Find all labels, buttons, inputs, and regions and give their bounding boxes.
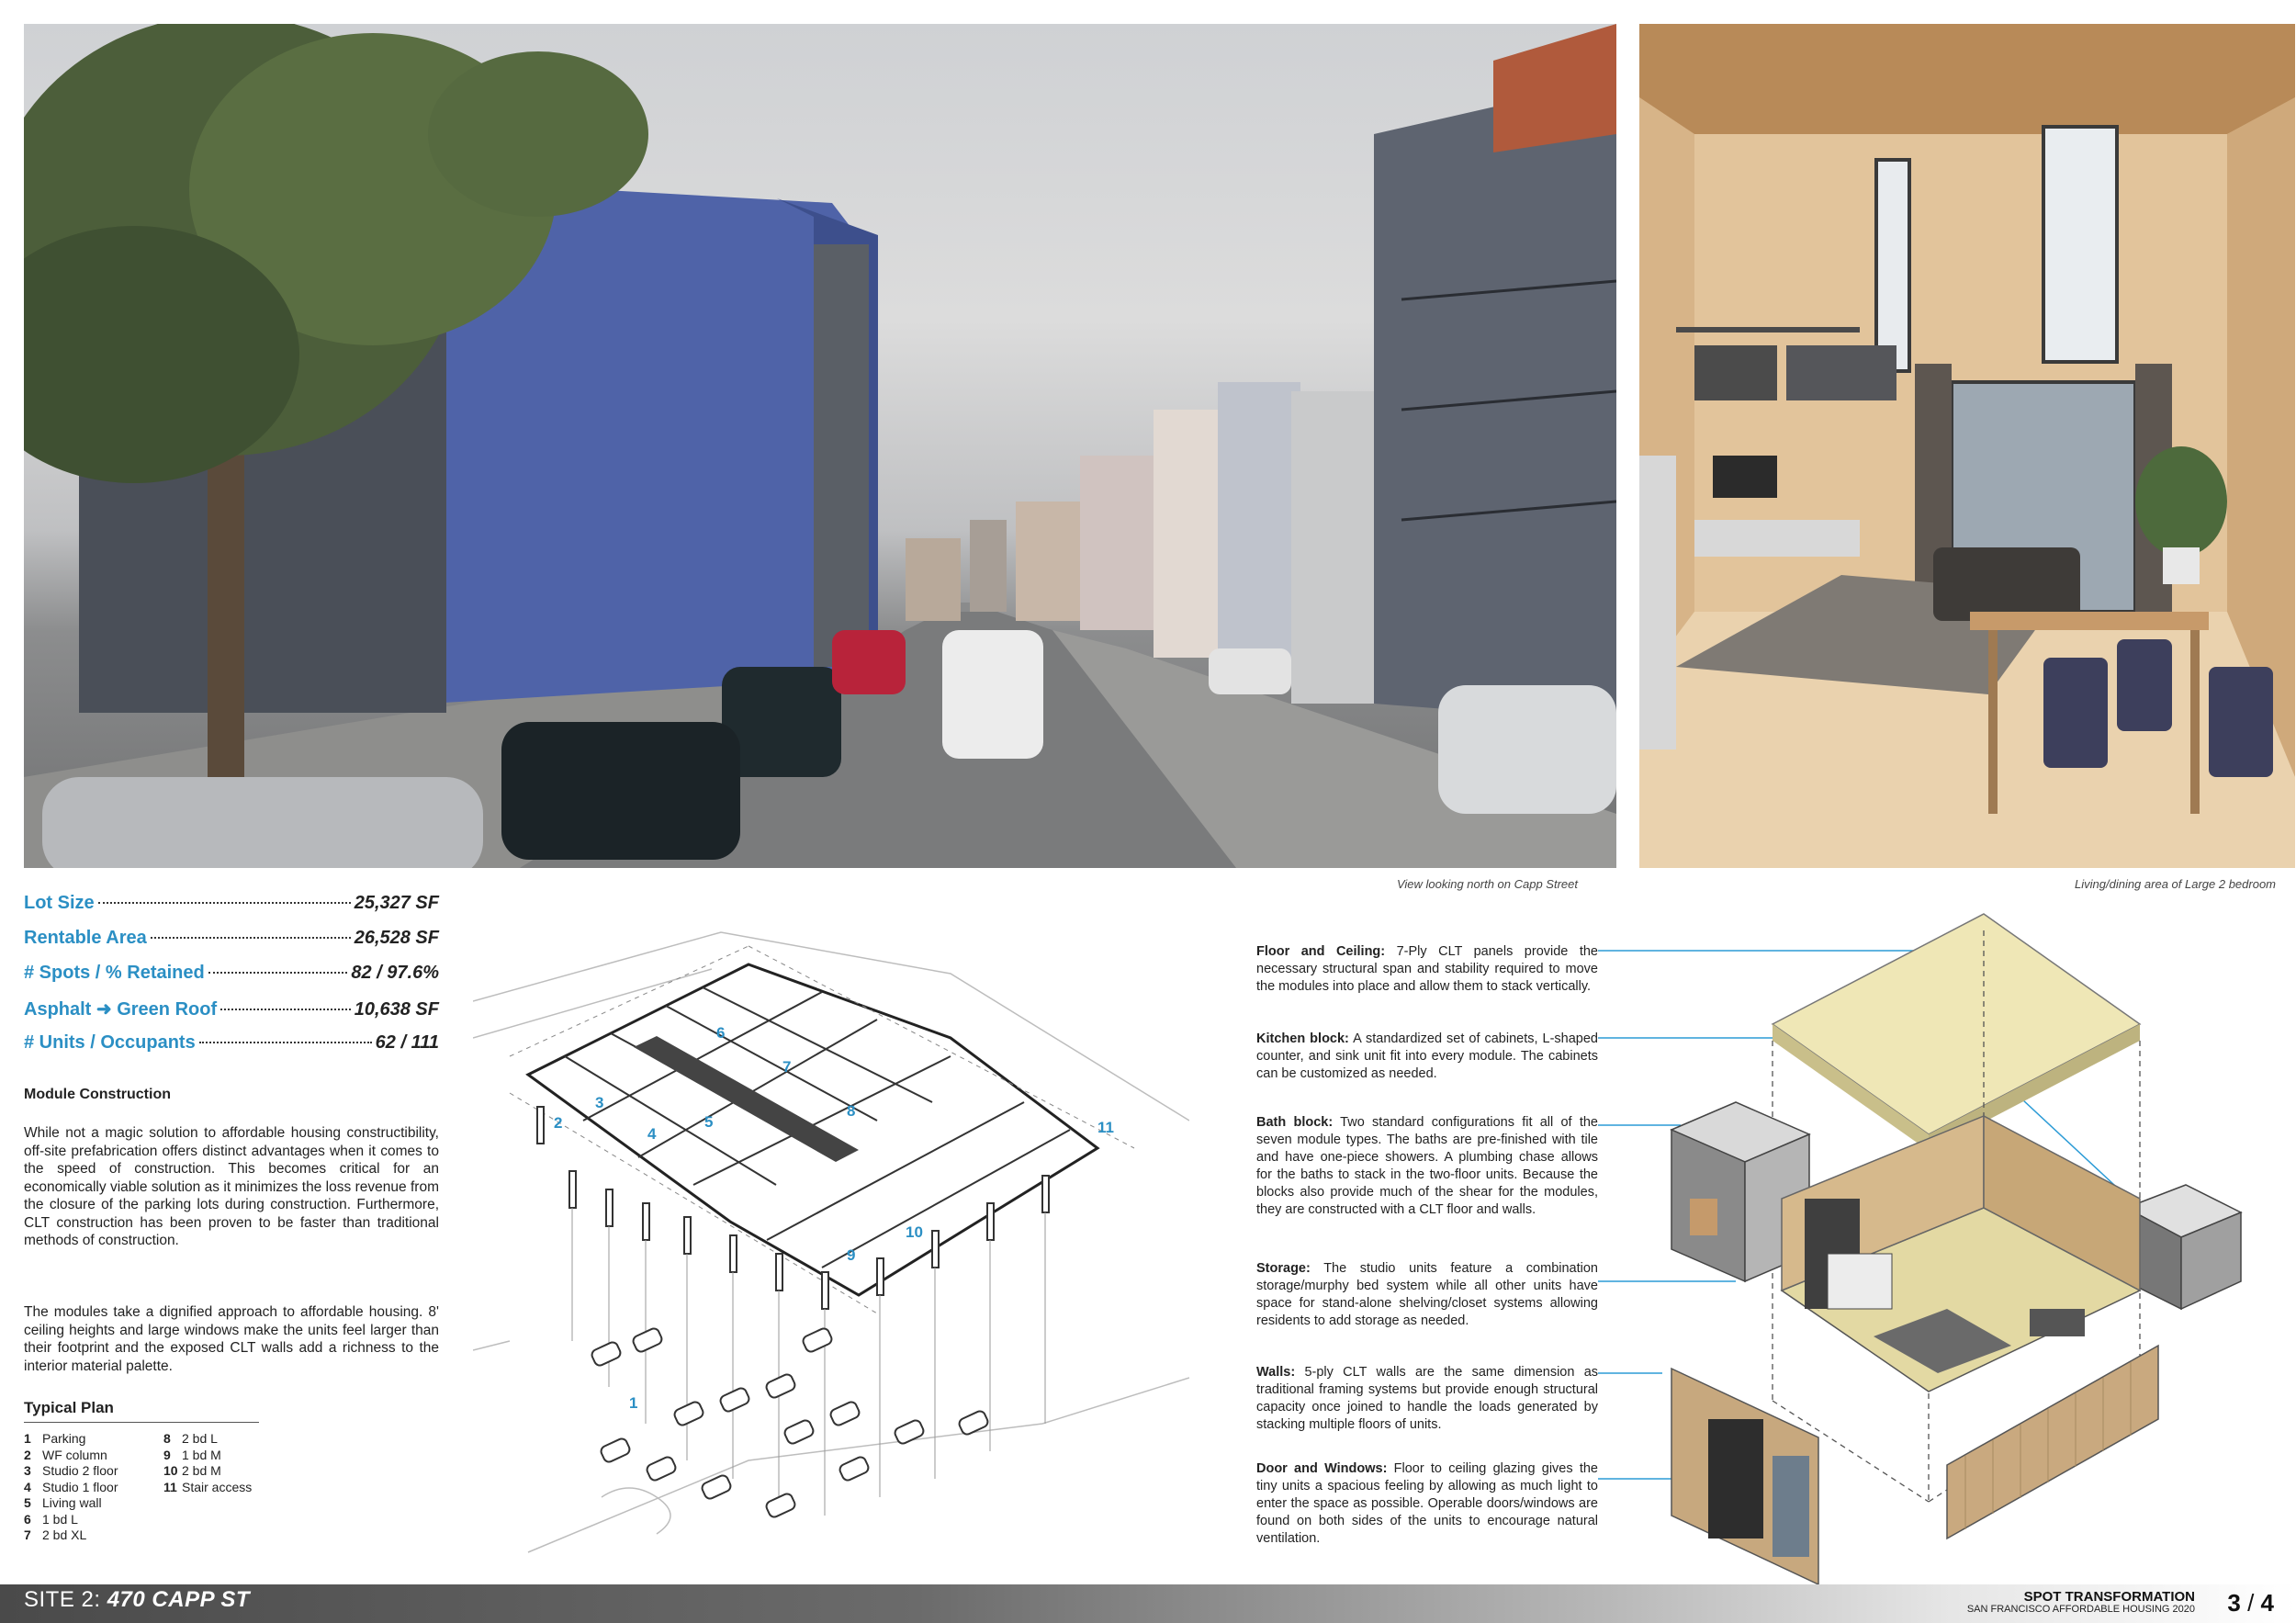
plan-number-3: 3 bbox=[595, 1094, 604, 1111]
interior-photo-caption: Living/dining area of Large 2 bedroom bbox=[2075, 877, 2276, 891]
page-total: 4 bbox=[2260, 1589, 2274, 1617]
plan-number-5: 5 bbox=[704, 1113, 714, 1131]
legend-item: 2 WF column bbox=[24, 1447, 107, 1462]
stat-leader-dots bbox=[98, 902, 351, 904]
legend-item: 10 2 bd M bbox=[163, 1463, 221, 1478]
module-construction-paragraph-2: The modules take a dignified approach to affordable housing. 8' ceiling heights and large windows make the units feel larger than their footprint and the exposed CLT walls add a richness to the interior material palette. bbox=[24, 1304, 439, 1374]
street-photo bbox=[24, 24, 1616, 868]
stat-label: Lot Size bbox=[24, 893, 95, 913]
project-subtitle: SAN FRANCISCO AFFORDABLE HOUSING 2020 bbox=[1966, 1604, 2195, 1615]
stat-rentable-area bbox=[24, 928, 439, 959]
stat-label: # Units / Occupants bbox=[24, 1032, 196, 1053]
caption-walls: Walls: 5-ply CLT walls are the same dimension as traditional framing systems but provide enough structural capacity once joined to handle the loads generated by stacking multiple floors of units. bbox=[1256, 1365, 1599, 1432]
stat-value: 82 / 97.6% bbox=[351, 963, 439, 983]
legend-column-2 bbox=[163, 1431, 252, 1495]
stat-value: 25,327 SF bbox=[354, 893, 439, 913]
module-construction-title: Module Construction bbox=[24, 1087, 171, 1102]
plan-number-8: 8 bbox=[847, 1102, 856, 1120]
plan-number-10: 10 bbox=[906, 1223, 923, 1241]
footer-site-name: 470 CAPP ST bbox=[107, 1587, 251, 1612]
plan-number-9: 9 bbox=[847, 1246, 856, 1264]
caption-kitchen-block: Kitchen block: A standardized set of cabinets, L-shaped counter, and sink unit fit into every module. The cabinets can be customized as needed. bbox=[1256, 1031, 1598, 1081]
module-construction-paragraph-1: While not a magic solution to affordable housing constructibility, off-site prefabrication offers distinct advantages when it comes to the speed of construction. This becomes critical for an economically viable solution as it minimizes the loss revenue from the closure of the parking lots during construction. Furthermore, CLT construction has been proven to be faster than traditional methods of construction. bbox=[24, 1125, 439, 1248]
street-photo-caption: View looking north on Capp Street bbox=[1396, 877, 1578, 891]
legend-item: 8 2 bd L bbox=[163, 1431, 218, 1446]
footer-site-prefix: SITE 2: bbox=[24, 1587, 101, 1612]
legend-item: 9 1 bd M bbox=[163, 1447, 221, 1462]
plan-number-11: 11 bbox=[1097, 1119, 1114, 1136]
footer-project bbox=[1967, 1590, 2195, 1616]
stat-leader-dots bbox=[220, 1009, 351, 1010]
caption-bath-block: Bath block: Two standard configurations fit all of the seven module types. The baths are pre-finished with tile and have one-piece showers. A plumbing chase allows for the baths to stack in the two-floor units. Because the blocks also provide much of the shear for the modules, they are constructed with a CLT floor and walls. bbox=[1256, 1115, 1598, 1217]
stat-units-occupants bbox=[24, 1032, 439, 1064]
stat-value: 26,528 SF bbox=[354, 928, 439, 948]
stat-label: # Spots / % Retained bbox=[24, 963, 205, 983]
typical-plan-title: Typical Plan bbox=[24, 1399, 114, 1416]
caption-storage: Storage: The studio units feature a combination storage/murphy bed system while all other units have space for stand-alone shelving/closet systems allowing residents to add storage as needed. bbox=[1256, 1261, 1598, 1328]
legend-column-1 bbox=[24, 1431, 118, 1544]
stat-leader-dots bbox=[208, 972, 348, 974]
caption-door-windows: Door and Windows: Floor to ceiling glazing gives the tiny units a spacious feeling by allowing as much light to enter the space as possible. Operable doors/windows are found on both sides of the units to encourage natural ventilation. bbox=[1256, 1461, 1598, 1546]
interior-photo bbox=[1639, 24, 2295, 868]
footer-site-title bbox=[24, 1587, 250, 1613]
page-separator: / bbox=[2247, 1589, 2255, 1617]
axonometric-plan-diagram bbox=[473, 909, 1189, 1571]
stat-lot-size bbox=[24, 893, 439, 924]
stat-value: 62 / 111 bbox=[375, 1032, 439, 1053]
stat-green-roof bbox=[24, 997, 439, 1029]
stat-leader-dots bbox=[151, 937, 351, 939]
typical-plan-legend bbox=[24, 1431, 299, 1555]
stat-label: Rentable Area bbox=[24, 928, 147, 948]
legend-item: 5 Living wall bbox=[24, 1495, 102, 1510]
legend-item: 4 Studio 1 floor bbox=[24, 1479, 118, 1494]
page-number bbox=[2227, 1589, 2274, 1617]
project-title: SPOT TRANSFORMATION bbox=[2023, 1589, 2195, 1605]
legend-divider bbox=[24, 1422, 259, 1423]
legend-item: 11 Stair access bbox=[163, 1479, 253, 1494]
plan-number-7: 7 bbox=[782, 1058, 792, 1076]
plan-number-4: 4 bbox=[647, 1125, 657, 1143]
plan-number-6: 6 bbox=[716, 1024, 726, 1042]
legend-item: 6 1 bd L bbox=[24, 1511, 78, 1527]
legend-item: 7 2 bd XL bbox=[24, 1527, 87, 1542]
caption-floor-ceiling: Floor and Ceiling: 7-Ply CLT panels provide the necessary structural span and stability required to move the modules into place and allow them to stack vertically. bbox=[1256, 944, 1598, 994]
stat-label: Asphalt ➜ Green Roof bbox=[24, 999, 218, 1020]
legend-item: 3 Studio 2 floor bbox=[24, 1463, 118, 1478]
stat-leader-dots bbox=[199, 1042, 372, 1043]
footer-bar bbox=[0, 1584, 2296, 1623]
stat-value: 10,638 SF bbox=[354, 999, 439, 1020]
exploded-module-diagram bbox=[1598, 905, 2296, 1584]
legend-item: 1 Parking bbox=[24, 1431, 86, 1446]
page-current: 3 bbox=[2227, 1589, 2241, 1617]
stat-spots-retained bbox=[24, 963, 439, 994]
plan-number-2: 2 bbox=[554, 1114, 563, 1132]
plan-number-1: 1 bbox=[629, 1394, 638, 1412]
